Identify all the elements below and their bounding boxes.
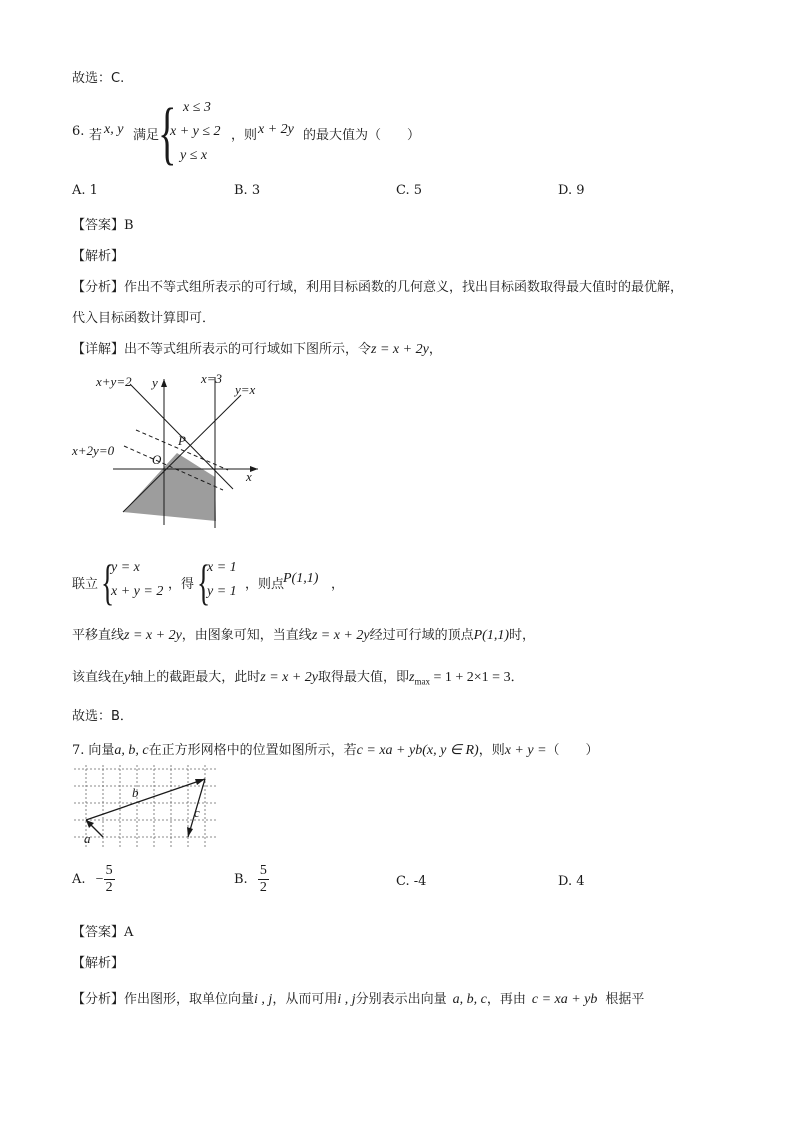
- q6-option-d: D. 9: [558, 183, 585, 198]
- label-vector-b: b: [132, 785, 139, 800]
- q6-sys2b-2: y = 1: [207, 584, 237, 599]
- q7-fenxi-line: 【分析】作出图形，取单位向量i , j，从而可用i , j分别表示出向量 a, b, c，再由 c = xa + yb 根据平: [72, 992, 645, 1007]
- q6-lianli: 联立: [72, 577, 99, 592]
- label-point-p: P: [178, 433, 186, 448]
- q7-jiexi-tag: 【解析】: [72, 956, 125, 971]
- q6-number: 6.: [72, 124, 85, 139]
- q7-option-d: D. 4: [558, 874, 585, 889]
- q6-vars: x, y: [104, 122, 124, 137]
- q6-point-text: ，则点: [245, 577, 285, 592]
- feasible-region: [123, 453, 216, 521]
- q6-sys-3: y ≤ x: [180, 148, 208, 163]
- q5-conclusion: 故选：C.: [72, 71, 125, 86]
- q6-post2: 的最大值为（ ）: [303, 128, 421, 143]
- q6-sys-1: x ≤ 3: [183, 100, 211, 115]
- vector-c-head: [187, 827, 193, 837]
- q6-answer: B: [124, 218, 134, 233]
- label-y-eq-x: y=x: [235, 382, 256, 397]
- q7-option-a: A. − $\frac{5}{2}$: [72, 863, 113, 895]
- label-vector-a: a: [84, 831, 91, 846]
- q6-option-a: A. 1: [72, 183, 98, 198]
- feasible-region-graph: [68, 365, 268, 535]
- q6-expr: x + 2y: [258, 122, 294, 137]
- q6-de: ，得: [168, 577, 195, 592]
- q6-brace-2a: {: [101, 554, 115, 610]
- q6-sys2b-1: x = 1: [207, 560, 237, 575]
- q6-man: 满足: [133, 128, 160, 143]
- vector-b: [86, 779, 205, 820]
- q6-point: P(1,1): [283, 571, 319, 586]
- label-vector-c: c: [194, 805, 200, 820]
- y-axis-arrow: [161, 379, 167, 387]
- label-y-axis: y: [152, 375, 158, 390]
- q7-stem: 7. 向量a, b, c在正方形网格中的位置如图所示，若c = xa + yb(x, y ∈ R)，则x + y =（ ）: [72, 743, 599, 758]
- q6-fenxi-line2: 代入目标函数计算即可．: [72, 311, 216, 326]
- q6-brace-2b: {: [197, 554, 211, 610]
- q6-post1: ，则: [231, 128, 258, 143]
- q6-sys-2: x + y ≤ 2: [170, 124, 221, 139]
- q6-fenxi-line1: 【分析】作出不等式组所表示的可行域，利用目标函数的几何意义，找出目标函数取得最大值时的最优解，: [72, 280, 684, 295]
- q6-point-end: ，: [331, 577, 345, 592]
- q6-sys2a-1: y = x: [111, 560, 140, 575]
- q7-option-c: C. -4: [396, 874, 427, 889]
- q6-jiexi-tag: 【解析】: [72, 249, 125, 264]
- q6-xiangjie: 【详解】出不等式组所表示的可行域如下图所示，令z = x + 2y，: [72, 342, 442, 357]
- q7-answer-line: 【答案】A: [72, 925, 134, 940]
- q7-answer: A: [124, 925, 134, 940]
- q6-pingyi-line: 平移直线z = x + 2y，由图象可知，当直线z = x + 2y经过可行域的顶点P(1,1)时，: [72, 628, 536, 643]
- label-x-plus-y-eq-2: x+y=2: [96, 374, 132, 389]
- q6-option-c: C. 5: [396, 183, 423, 198]
- q6-conclusion: 故选：B．: [72, 709, 133, 724]
- q6-option-b: B. 3: [234, 183, 261, 198]
- q6-jieju-line: 该直线在y轴上的截距最大，此时z = x + 2y取得最大值，即$z_{max} = 1 + 2\times 1 = 3$．: [72, 670, 524, 687]
- q6-system-brace: {: [158, 95, 177, 172]
- label-x-plus-2y-eq-0: x+2y=0: [72, 443, 115, 458]
- label-x-eq-3: x=3: [201, 371, 223, 386]
- label-x-axis: x: [246, 469, 252, 484]
- q7-option-b: B. $\frac{5}{2}$: [234, 863, 267, 895]
- label-origin: O: [152, 452, 162, 467]
- q6-sys2a-2: x + y = 2: [111, 584, 164, 599]
- q6-pre: 若: [89, 128, 103, 143]
- answer-tag: 【答案】: [72, 218, 125, 233]
- vector-grid-figure: [70, 765, 220, 855]
- q6-answer-line: [72, 214, 134, 233]
